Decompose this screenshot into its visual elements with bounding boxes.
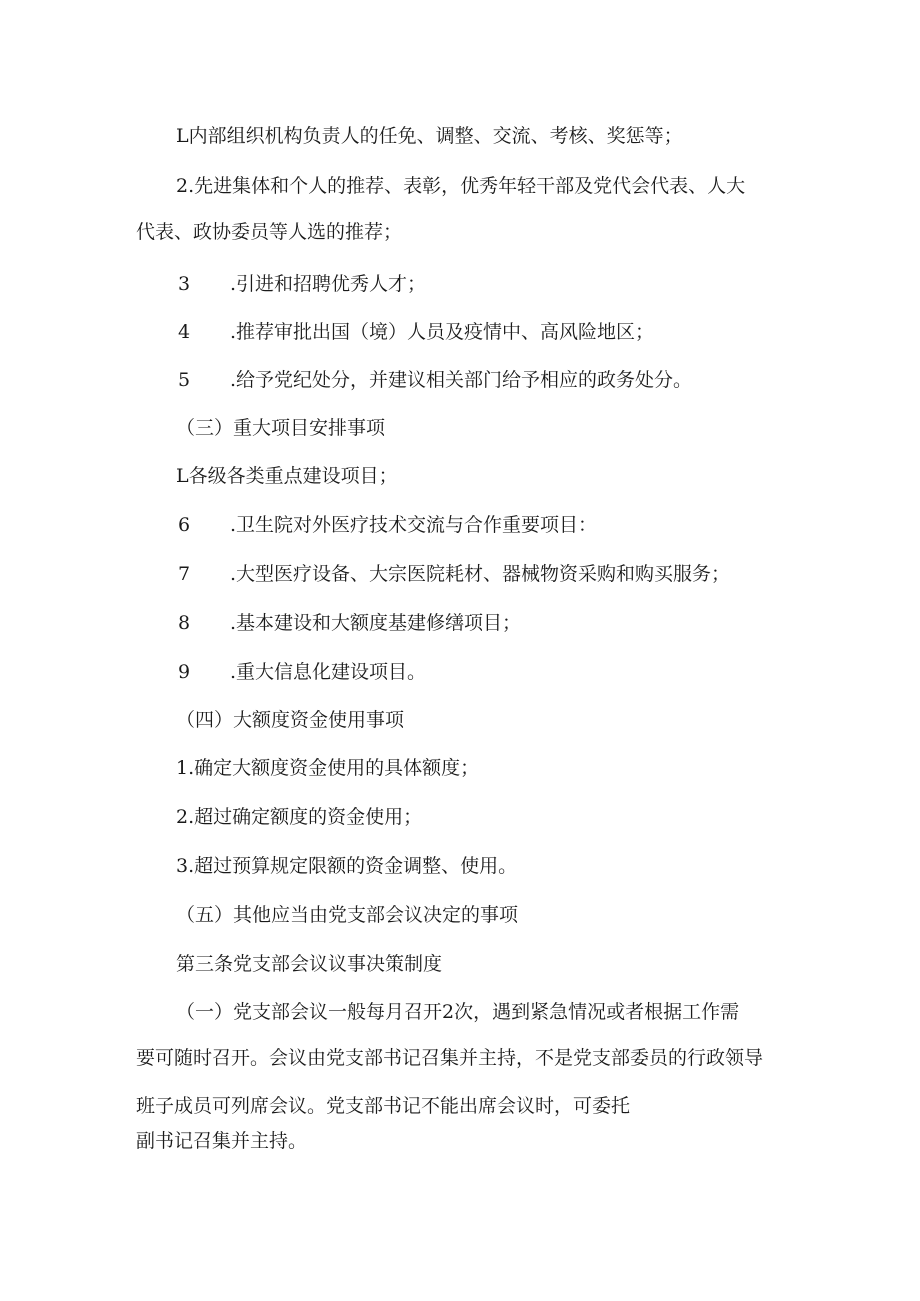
project-9-number: 9	[178, 661, 191, 683]
fund-3-line: 3.超过预算规定限额的资金调整、使用。	[176, 855, 518, 877]
project-8-number: 8	[178, 612, 191, 634]
item-4-number: 4	[178, 321, 191, 343]
article-3-heading: 第三条党支部会议议事决策制度	[176, 953, 443, 975]
section-4-heading: （四）大额度资金使用事项	[176, 709, 405, 731]
clause-1-line-3: 班子成员可列席会议。党支部书记不能出席会议时，可委托	[136, 1095, 631, 1117]
project-1-line: L各级各类重点建设项目；	[176, 465, 398, 487]
fund-2-line: 2.超过确定额度的资金使用；	[176, 806, 423, 828]
item-3-number: 3	[178, 273, 191, 295]
item-4-text: .推荐审批出国（境）人员及疫情中、高风险地区；	[230, 321, 655, 343]
section-3-heading: （三）重大项目安排事项	[176, 417, 386, 439]
fund-1-line: 1.确定大额度资金使用的具体额度；	[176, 757, 480, 779]
item-3-text: .引进和招聘优秀人才；	[230, 273, 427, 295]
item-2-line-1: 2.先进集体和个人的推荐、表彰，优秀年轻干部及党代会代表、人大	[176, 175, 746, 197]
section-5-heading: （五）其他应当由党支部会议决定的事项	[176, 904, 519, 926]
project-6-text: .卫生院对外医疗技术交流与合作重要项目：	[230, 514, 598, 536]
project-8-text: .基本建设和大额度基建修缮项目；	[230, 612, 522, 634]
item-5-number: 5	[178, 369, 191, 391]
project-7-number: 7	[178, 563, 191, 585]
project-6-number: 6	[178, 514, 191, 536]
item-5-text: .给予党纪处分，并建议相关部门给予相应的政务处分。	[230, 369, 693, 391]
clause-1-line-1: （一）党支部会议一般每月召开2次，遇到紧急情况或者根据工作需	[176, 1001, 740, 1023]
item-1-line: L内部组织机构负责人的任免、调整、交流、考核、奖惩等；	[176, 125, 683, 147]
clause-1-line-2: 要可随时召开。会议由党支部书记召集并主持，不是党支部委员的行政领导	[136, 1047, 764, 1069]
clause-1-line-4: 副书记召集并主持。	[136, 1130, 308, 1152]
project-9-text: .重大信息化建设项目。	[230, 661, 427, 683]
project-7-text: .大型医疗设备、大宗医院耗材、器械物资采购和购买服务；	[230, 563, 731, 585]
item-2-line-2: 代表、政协委员等人选的推荐；	[136, 221, 403, 243]
